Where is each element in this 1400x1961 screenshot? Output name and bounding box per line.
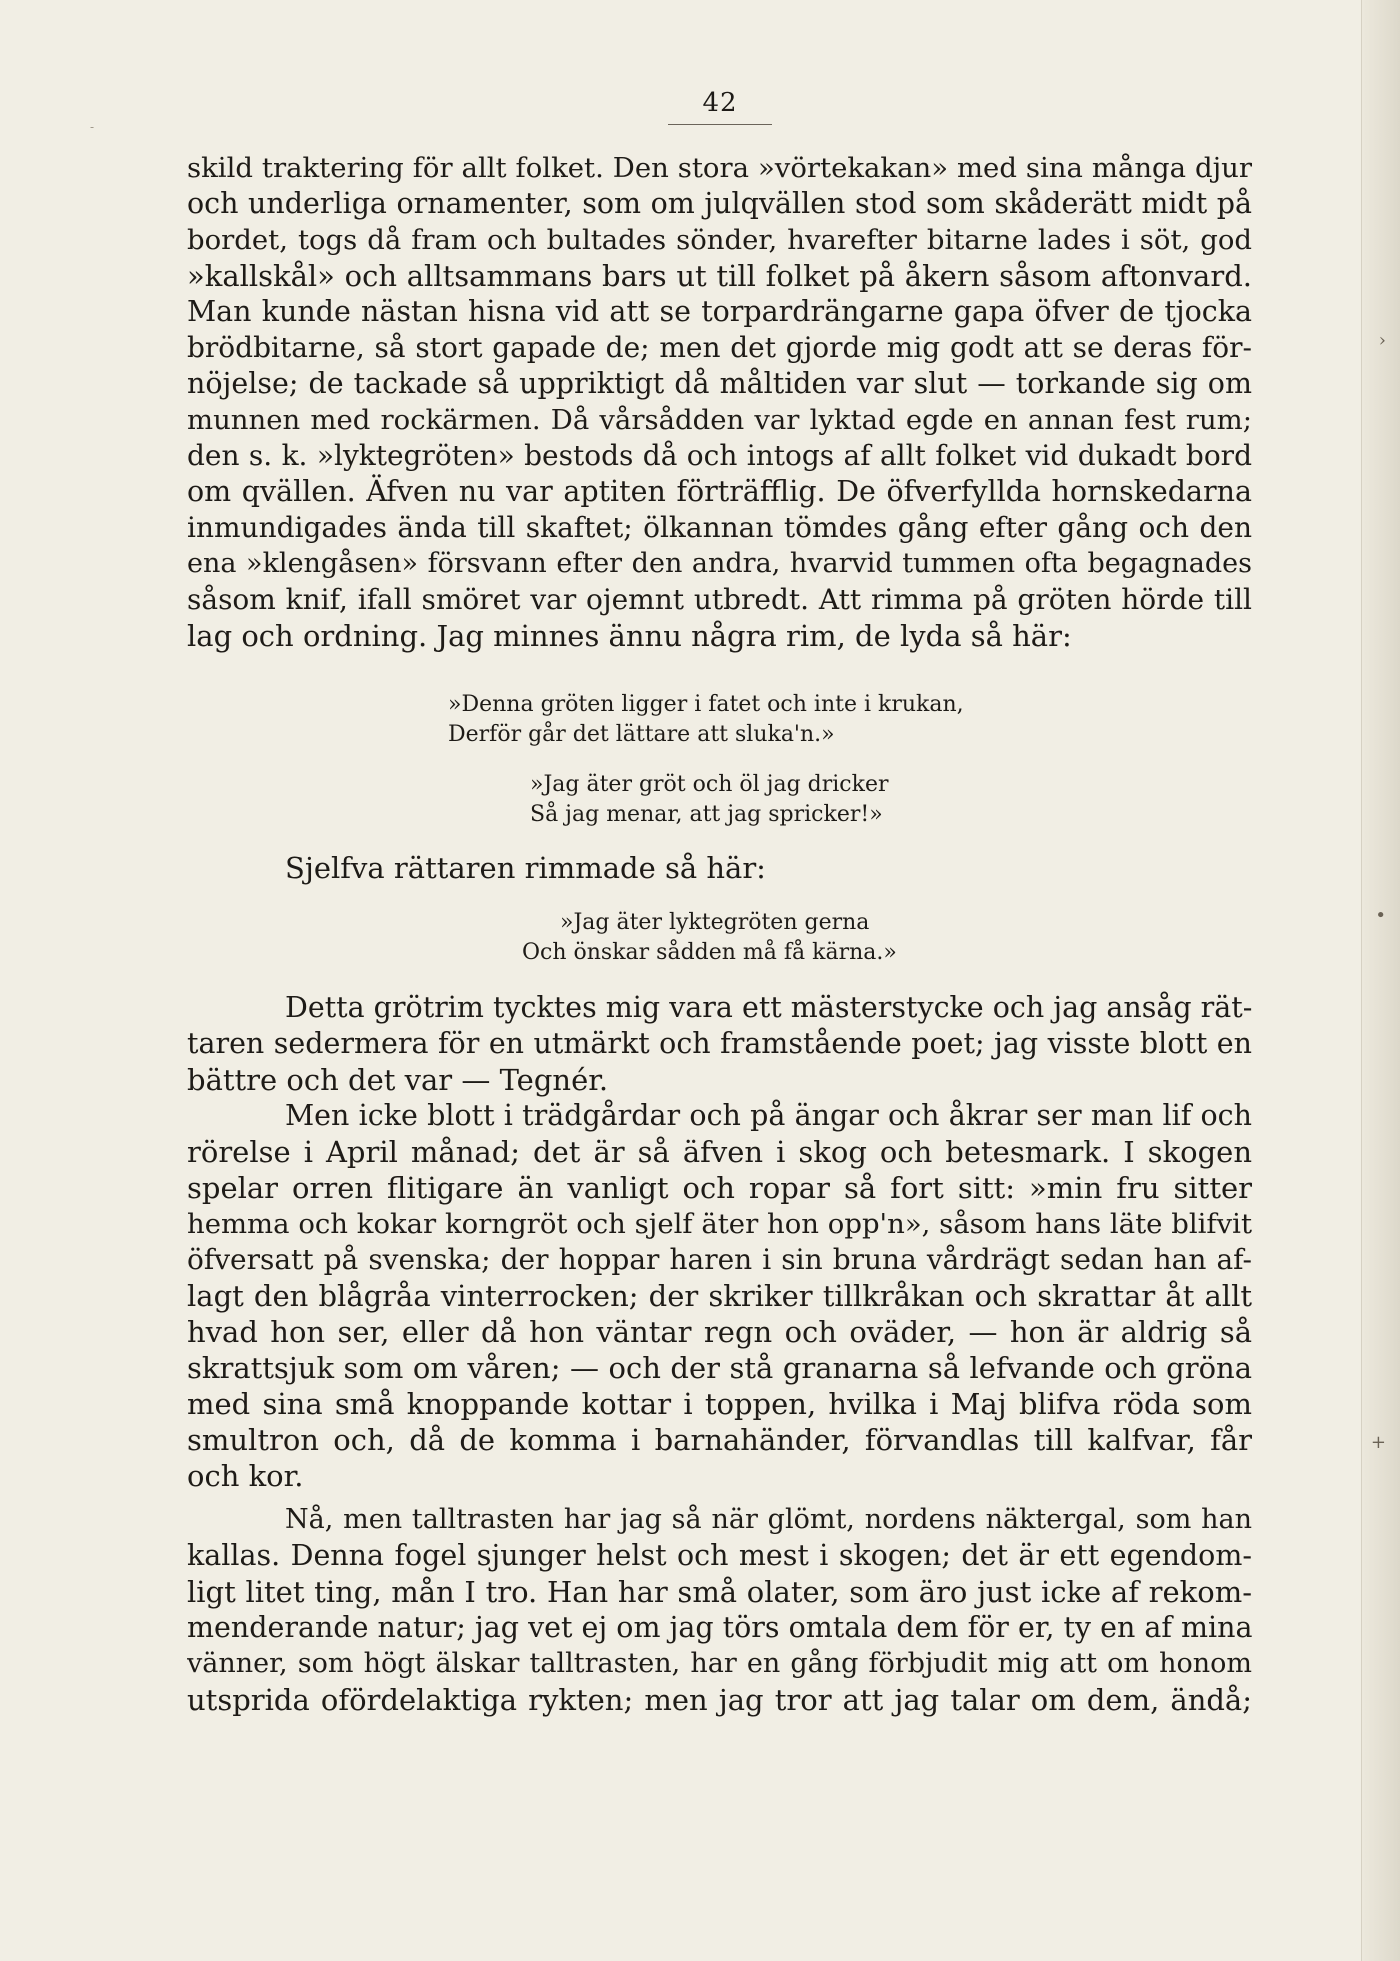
- text-line: bättre och det var — Tegnér.: [187, 1063, 609, 1097]
- text-line: Nå, men talltrasten har jag så när glömt, nordens näktergal, som han: [285, 1504, 1252, 1535]
- text-line: om qvällen. Äfven nu var aptiten förträfflig. De öfverfyllda hornskedarna: [187, 475, 1252, 508]
- verse-line: Derför går det lättare att sluka'n.»: [448, 722, 835, 747]
- verse-line: Och önskar sådden må få kärna.»: [522, 940, 897, 965]
- text-line: och underliga ornamenter, som om julqvällen stod som skåderätt midt på: [187, 187, 1252, 220]
- text-line: vänner, som högt älskar talltrasten, har en gång förbjudit mig att om honom: [187, 1648, 1252, 1679]
- text-line: lag och ordning. Jag minnes ännu några rim, de lyda så här:: [187, 619, 1072, 653]
- text-line: ligt litet ting, mån I tro. Han har små olater, som äro just icke af rekom-: [187, 1575, 1252, 1609]
- text-line: lagt den blågråa vinterrocken; der skriker tillkråkan och skrattar åt allt: [187, 1279, 1252, 1313]
- page-edge: [1361, 0, 1400, 1961]
- text-line: menderande natur; jag vet ej om jag törs omtala dem för er, ty en af mina: [187, 1611, 1252, 1644]
- text-line: ena »klengåsen» försvann efter den andra, hvarvid tummen ofta begagnades: [187, 548, 1252, 579]
- text-line: rörelse i April månad; det är så äfven i skog och betesmark. I skogen: [187, 1135, 1252, 1169]
- edge-mark: •: [1375, 905, 1386, 926]
- paragraph-2: [187, 990, 1252, 1098]
- paragraph-4: [187, 1502, 1252, 1718]
- verse-line: »Jag äter gröt och öl jag dricker: [530, 772, 889, 797]
- text-line: skrattsjuk som om våren; — och der stå granarna så lefvande och gröna: [187, 1351, 1252, 1385]
- text-line: hvad hon ser, eller då hon väntar regn och oväder, — hon är aldrig så: [187, 1315, 1252, 1349]
- text-line: spelar orren flitigare än vanligt och ropar så fort sitt: »min fru sitter: [187, 1171, 1252, 1205]
- text-line: taren sedermera för en utmärkt och framstående poet; jag visste blott en: [187, 1027, 1252, 1060]
- verse-line: »Denna gröten ligger i fatet och inte i krukan,: [448, 692, 964, 717]
- verse-line: Så jag menar, att jag spricker!»: [530, 802, 883, 827]
- text-line: öfversatt på svenska; der hoppar haren i sin bruna vårdrägt sedan han af-: [187, 1243, 1252, 1276]
- verse-line: »Jag äter lyktegröten gerna: [560, 910, 870, 935]
- verse-intro: [187, 850, 1252, 886]
- text-line: skild traktering för allt folket. Den stora »vörtekakan» med sina många djur: [187, 152, 1252, 184]
- text-line: brödbitarne, så stort gapade de; men det gjorde mig godt att se deras för-: [187, 331, 1252, 364]
- edge-mark: +: [1370, 1432, 1386, 1453]
- text-line: munnen med rockärmen. Då vårsådden var lyktad egde en annan fest rum;: [187, 404, 1252, 436]
- paragraph-3: [187, 1098, 1252, 1494]
- text-line: Man kunde nästan hisna vid att se torpardrängarne gapa öfver de tjocka: [187, 295, 1252, 328]
- text-line: smultron och, då de komma i barnahänder, förvandlas till kalfvar, får: [187, 1423, 1252, 1457]
- text-line: Detta grötrim tycktes mig vara ett mästerstycke och jag ansåg rät-: [285, 991, 1252, 1024]
- text-line: utsprida ofördelaktiga rykten; men jag tror att jag talar om dem, ändå;: [187, 1683, 1252, 1717]
- text-line: såsom knif, ifall smöret var ojemnt utbredt. Att rimma på gröten hörde till: [187, 583, 1252, 616]
- text-line: hemma och kokar korngröt och sjelf äter hon opp'n», såsom hans läte blifvit: [187, 1208, 1252, 1240]
- text-line: »kallskål» och alltsammans bars ut till folket på åkern såsom aftonvard.: [187, 259, 1252, 293]
- text-line: inmundigades ända till skaftet; ölkannan tömdes gång efter gång och den: [187, 511, 1252, 544]
- paragraph-1: [187, 150, 1252, 654]
- text-line: bordet, togs då fram och bultades sönder, hvarefter bitarne lades i söt, god: [187, 224, 1252, 256]
- edge-mark: ›: [1378, 330, 1386, 351]
- stray-mark: -: [90, 120, 95, 134]
- text-line: och kor.: [187, 1459, 304, 1493]
- text-line: nöjelse; de tackade så uppriktigt då måltiden var slut — torkande sig om: [187, 367, 1252, 400]
- text-line: Sjelfva rättaren rimmade så här:: [285, 851, 766, 885]
- text-line: med sina små knoppande kottar i toppen, hvilka i Maj blifva röda som: [187, 1387, 1252, 1421]
- text-line: Men icke blott i trädgårdar och på ängar och åkrar ser man lif och: [285, 1099, 1252, 1132]
- text-line: den s. k. »lyktegröten» bestods då och intogs af allt folket vid dukadt bord: [187, 439, 1252, 472]
- text-line: kallas. Denna fogel sjunger helst och mest i skogen; det är ett egendom-: [187, 1539, 1252, 1572]
- page-number: 42: [702, 88, 738, 118]
- header-rule: [668, 124, 772, 125]
